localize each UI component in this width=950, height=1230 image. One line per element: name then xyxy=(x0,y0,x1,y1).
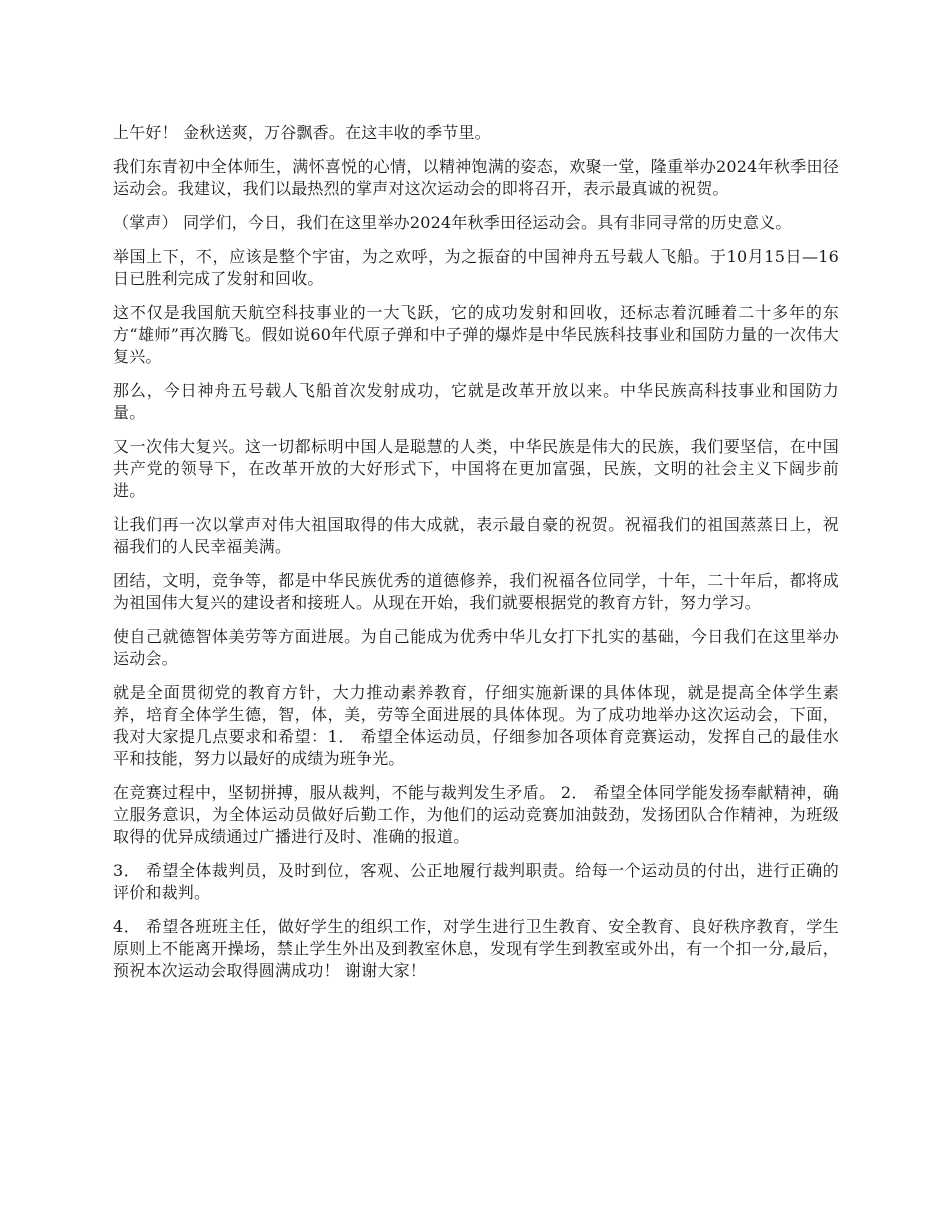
paragraph-revival: 又一次伟大复兴。这一切都标明中国人是聪慧的人类，中华民族是伟大的民族，我们要坚信，在中国共产党的领导下，在改革开放的大好形式下，中国将在更加富强，民族，文明的社会主义下阔步前进。 xyxy=(113,437,839,500)
paragraph-applause: 让我们再一次以掌声对伟大祖国取得的伟大成就，表示最自豪的祝贺。祝福我们的祖国蒸蒸日上，祝福我们的人民幸福美满。 xyxy=(113,515,839,556)
paragraph-reform: 那么，今日神舟五号载人飞船首次发射成功，它就是改革开放以来。中华民族高科技事业和国防力量。 xyxy=(113,381,839,422)
paragraph-opening: 我们东青初中全体师生，满怀喜悦的心情，以精神饱满的姿态，欢聚一堂，隆重举办2024年秋季田径运动会。我建议，我们以最热烈的掌声对这次运动会的即将召开，表示最真诚的祝贺。 xyxy=(113,157,839,198)
paragraph-teachers: 4． 希望各班班主任，做好学生的组织工作，对学生进行卫生教育、安全教育、良好秩序教育，学生原则上不能离开操场，禁止学生外出及到教室休息，发现有学生到教室或外出，有一个扣一分,最后，预祝本次运动会取得圆满成功！ 谢谢大家！ xyxy=(113,917,839,980)
paragraph-referees: 3． 希望全体裁判员，及时到位，客观、公正地履行裁判职责。给每一个运动员的付出，进行正确的评价和裁判。 xyxy=(113,861,839,902)
paragraph-competition: 在竞赛过程中，坚韧拼搏，服从裁判，不能与裁判发生矛盾。 2． 希望全体同学能发扬奉献精神，确立服务意识，为全体运动员做好后勤工作，为他们的运动竞赛加油鼓劲，发扬团队合作精神，为班级取得的优异成绩通过广播进行及时、准确的报道。 xyxy=(113,783,839,846)
paragraph-requirements: 就是全面贯彻党的教育方针，大力推动素养教育，仔细实施新课的具体体现，就是提高全体学生素养，培育全体学生德，智，体，美，劳等全面进展的具体体现。为了成功地举办这次运动会，下面，我对大家提几点要求和希望：1． 希望全体运动员，仔细参加各项体育竞赛运动，发挥自己的最佳水平和技能，努力以最好的成绩为班争光。 xyxy=(113,683,839,768)
paragraph-shenzhou: 举国上下，不，应该是整个宇宙，为之欢呼，为之振奋的中国神舟五号载人飞船。于10月15日—16日已胜利完成了发射和回收。 xyxy=(113,247,839,288)
paragraph-greeting: 上午好！ 金秋送爽，万谷飘香。在这丰收的季节里。 xyxy=(113,123,491,142)
paragraph-development: 使自己就德智体美劳等方面进展。为自己能成为优秀中华儿女打下扎实的基础，今日我们在这里举办运动会。 xyxy=(113,627,839,668)
paragraph-unity: 团结，文明，竞争等，都是中华民族优秀的道德修养，我们祝福各位同学，十年，二十年后，都将成为祖国伟大复兴的建设者和接班人。从现在开始，我们就要根据党的教育方针，努力学习。 xyxy=(113,571,839,612)
paragraph-leap: 这不仅是我国航天航空科技事业的一大飞跃，它的成功发射和回收，还标志着沉睡着二十多年的东方“雄师”再次腾飞。假如说60年代原子弹和中子弹的爆炸是中华民族科技事业和国防力量的一次伟大复兴。 xyxy=(113,303,839,366)
document-body xyxy=(113,122,839,994)
paragraph-significance: （掌声） 同学们，今日，我们在这里举办2024年秋季田径运动会。具有非同寻常的历史意义。 xyxy=(113,213,792,232)
